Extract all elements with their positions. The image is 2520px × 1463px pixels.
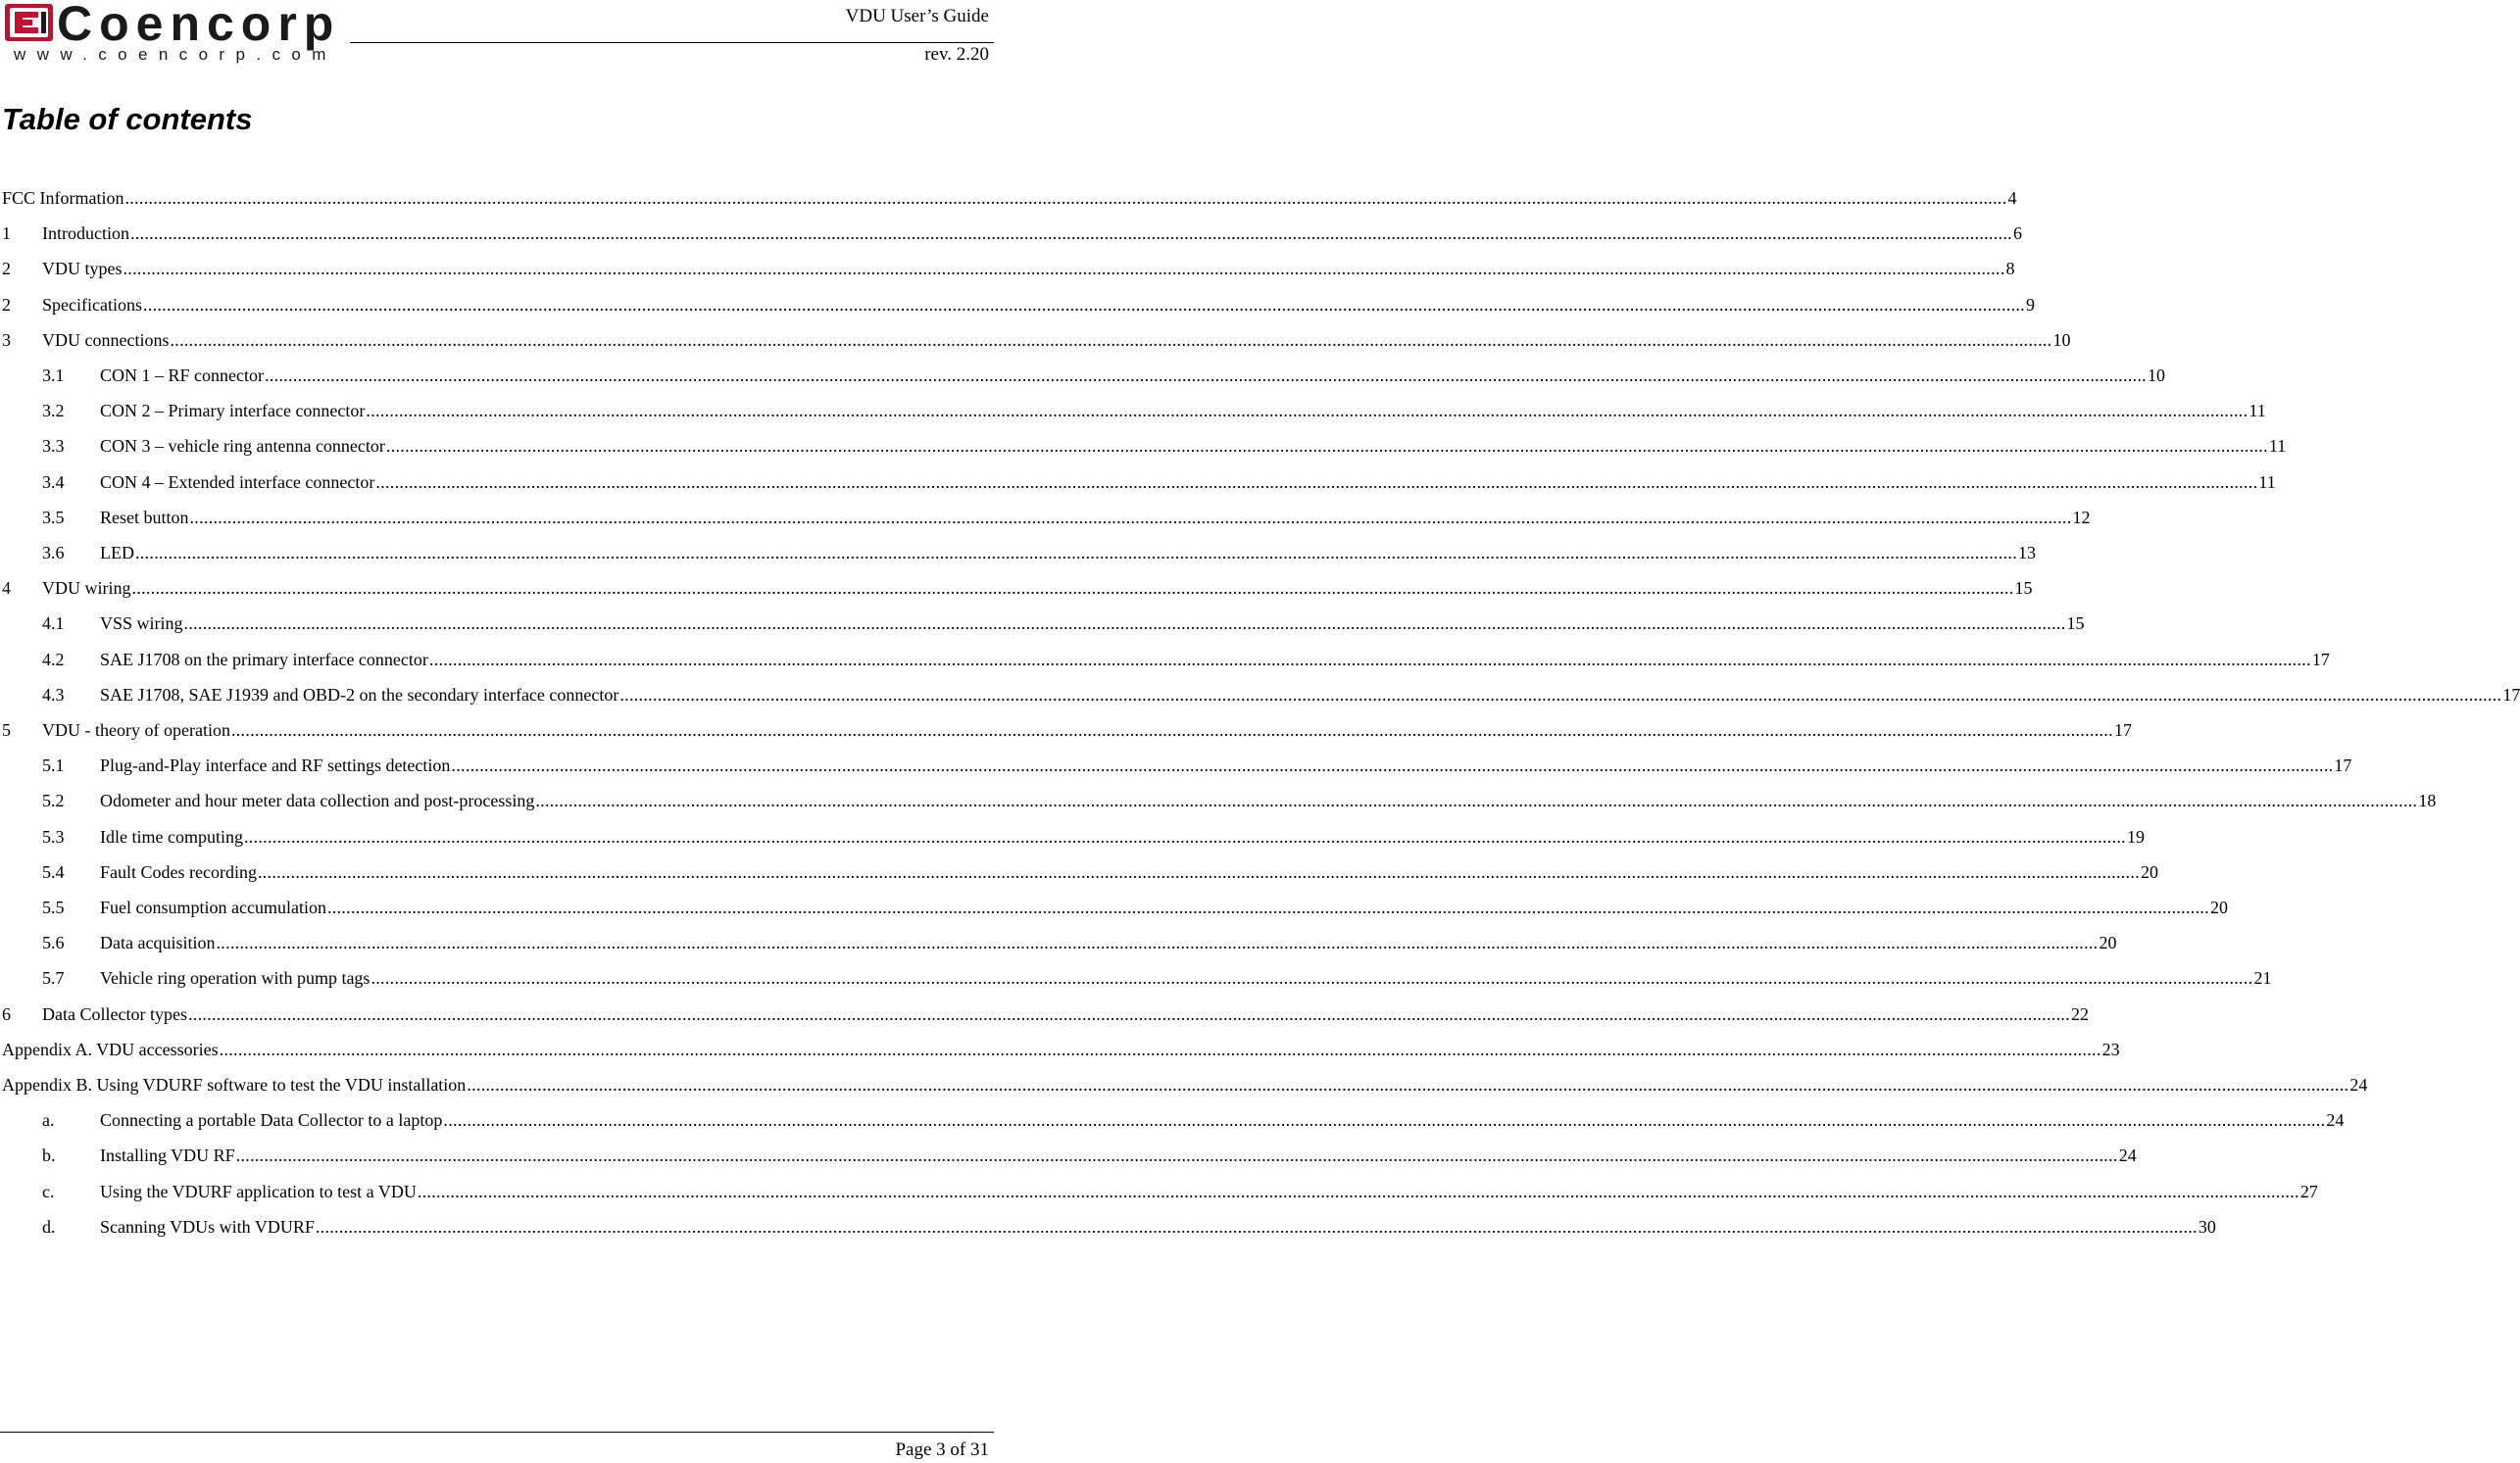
toc-entry-page: 13 — [2018, 543, 2036, 562]
toc-dot-leader: ................................................................................................................................................................................................................................................................................................................................................................................................................ — [142, 294, 2025, 315]
toc-dot-leader: ................................................................................................................................................................................................................................................................................................................................................................................................................ — [428, 649, 2311, 669]
toc-entry-number: 3.5 — [42, 507, 65, 527]
toc-entry-page: 17 — [2334, 756, 2352, 776]
toc-entry-number: a. — [42, 1110, 55, 1131]
toc-dot-leader: ................................................................................................................................................................................................................................................................................................................................................................................................................ — [189, 507, 2072, 527]
toc-dot-leader: ................................................................................................................................................................................................................................................................................................................................................................................................................ — [315, 1216, 2198, 1237]
toc-entry-label: LED — [100, 543, 134, 562]
toc-dot-leader: ................................................................................................................................................................................................................................................................................................................................................................................................................ — [385, 436, 2268, 457]
toc-entry-page: 17 — [2502, 684, 2520, 705]
toc-entry[interactable] — [0, 1209, 2216, 1244]
toc-entry[interactable] — [0, 180, 2017, 216]
toc-entry[interactable] — [0, 1138, 2137, 1173]
toc-entry-label: Introduction — [42, 223, 129, 244]
toc-entry-number: 6 — [2, 1003, 11, 1024]
toc-entry-page: 11 — [2258, 471, 2276, 492]
toc-entry[interactable] — [0, 677, 2520, 712]
toc-entry-label: VDU connections — [42, 329, 170, 350]
toc-entry[interactable] — [0, 251, 2015, 286]
toc-entry-page: 24 — [2349, 1075, 2368, 1095]
toc-entry-number: 4.1 — [42, 613, 65, 634]
page-title: Table of contents — [2, 102, 253, 136]
toc-entry[interactable] — [0, 393, 2266, 428]
toc-entry-label: CON 4 – Extended interface connector — [100, 471, 375, 492]
toc-dot-leader: ................................................................................................................................................................................................................................................................................................................................................................................................................ — [219, 1039, 2101, 1059]
toc-entry-number: 5.6 — [42, 933, 65, 953]
toc-dot-leader: ................................................................................................................................................................................................................................................................................................................................................................................................................ — [187, 1003, 2070, 1024]
toc-entry-page: 22 — [2070, 1003, 2089, 1024]
toc-entry-label: Using the VDURF application to test a VDU — [100, 1181, 417, 1201]
toc-entry-label: Fuel consumption accumulation — [100, 898, 326, 917]
toc-entry-label: Installing VDU RF — [100, 1146, 235, 1166]
toc-dot-leader: ................................................................................................................................................................................................................................................................................................................................................................................................................ — [366, 401, 2248, 421]
toc-entry-page: 9 — [2025, 294, 2035, 315]
toc-entry-label: CON 3 – vehicle ring antenna connector — [100, 436, 385, 457]
toc-entry-number: 1 — [2, 223, 11, 244]
toc-entry-number: 3.4 — [42, 471, 65, 492]
toc-entry-label: Vehicle ring operation with pump tags — [100, 968, 371, 989]
toc-entry[interactable] — [0, 606, 2085, 641]
toc-entry[interactable] — [0, 287, 2035, 322]
toc-entry-number: 5.4 — [42, 861, 65, 882]
toc-entry-label: Specifications — [42, 294, 142, 315]
toc-entry-number: d. — [42, 1216, 56, 1237]
toc-entry-page: 27 — [2299, 1181, 2318, 1201]
toc-entry[interactable] — [0, 890, 2228, 925]
toc-entry-number: 2 — [2, 259, 11, 279]
toc-dot-leader: ................................................................................................................................................................................................................................................................................................................................................................................................................ — [535, 791, 2418, 811]
toc-entry-page: 21 — [2253, 968, 2272, 989]
coencorp-logo-mark — [4, 2, 55, 43]
toc-entry-label: CON 2 – Primary interface connector — [100, 401, 366, 421]
toc-entry[interactable] — [0, 428, 2287, 463]
logo-wordmark: Coencorp — [57, 0, 341, 51]
toc-dot-leader: ................................................................................................................................................................................................................................................................................................................................................................................................................ — [326, 898, 2209, 917]
toc-dot-leader: ................................................................................................................................................................................................................................................................................................................................................................................................................ — [417, 1181, 2299, 1201]
toc-entry-label: Appendix B. Using VDURF software to test the VDU installation — [2, 1075, 467, 1095]
toc-entry-label: VDU types — [42, 259, 123, 279]
toc-entry[interactable] — [0, 1032, 2120, 1067]
toc-entry-page: 20 — [2209, 898, 2228, 917]
toc-entry-number: 4 — [2, 578, 11, 599]
revision-label: rev. 2.20 — [924, 44, 989, 65]
toc-entry-number: 3.6 — [42, 543, 65, 562]
toc-entry-number: 5.7 — [42, 968, 65, 989]
toc-entry-page: 18 — [2418, 791, 2437, 811]
toc-entry-label: SAE J1708, SAE J1939 and OBD-2 on the secondary interface connector — [100, 684, 619, 705]
toc-entry-label: CON 1 – RF connector — [100, 366, 264, 385]
toc-entry-number: 5.2 — [42, 791, 65, 811]
toc-entry-label: Odometer and hour meter data collection and post-processing — [100, 791, 535, 811]
toc-entry-label: Plug-and-Play interface and RF settings detection — [100, 756, 451, 776]
toc-entry-label: VDU wiring — [42, 578, 131, 599]
toc-entry-number: 4.2 — [42, 649, 65, 669]
toc-entry-page: 8 — [2005, 259, 2015, 279]
toc-entry-page: 15 — [2066, 613, 2085, 634]
toc-entry-number: 3.2 — [42, 401, 65, 421]
toc-dot-leader: ................................................................................................................................................................................................................................................................................................................................................................................................................ — [135, 543, 2017, 562]
toc-entry[interactable] — [0, 570, 2033, 606]
toc-entry-page: 24 — [2118, 1146, 2137, 1166]
company-logo — [4, 0, 341, 67]
toc-entry-label: VSS wiring — [100, 613, 183, 634]
toc-dot-leader: ................................................................................................................................................................................................................................................................................................................................................................................................................ — [443, 1110, 2326, 1131]
toc-entry-page: 17 — [2311, 649, 2330, 669]
toc-entry[interactable] — [0, 642, 2330, 677]
toc-entry-label: Appendix A. VDU accessories — [2, 1039, 219, 1059]
toc-entry-page: 10 — [2147, 366, 2165, 385]
toc-entry-number: 2 — [2, 294, 11, 315]
toc-entry-page: 20 — [2140, 861, 2158, 882]
toc-entry-number: b. — [42, 1146, 56, 1166]
toc-entry-number: 5.1 — [42, 756, 65, 776]
toc-entry[interactable] — [0, 358, 2165, 393]
toc-dot-leader: ................................................................................................................................................................................................................................................................................................................................................................................................................ — [183, 613, 2066, 634]
toc-entry-number: 4.3 — [42, 684, 65, 705]
toc-entry[interactable] — [0, 1067, 2368, 1102]
toc-dot-leader: ................................................................................................................................................................................................................................................................................................................................................................................................................ — [371, 968, 2253, 989]
toc-entry-number: 5 — [2, 720, 11, 740]
toc-entry[interactable] — [0, 712, 2132, 748]
toc-entry-page: 17 — [2113, 720, 2132, 740]
toc-entry[interactable] — [0, 322, 2071, 358]
toc-dot-leader: ................................................................................................................................................................................................................................................................................................................................................................................................................ — [375, 471, 2258, 492]
toc-entry-number: 3.3 — [42, 436, 65, 457]
toc-entry-page: 19 — [2126, 826, 2145, 847]
toc-entry-label: Connecting a portable Data Collector to a laptop — [100, 1110, 443, 1131]
footer-divider — [0, 1432, 994, 1433]
toc-dot-leader: ................................................................................................................................................................................................................................................................................................................................................................................................................ — [235, 1146, 2118, 1166]
toc-entry[interactable] — [0, 748, 2352, 783]
toc-entry[interactable] — [0, 783, 2437, 818]
toc-dot-leader: ................................................................................................................................................................................................................................................................................................................................................................................................................ — [216, 933, 2099, 953]
toc-entry-number: c. — [42, 1181, 55, 1201]
toc-entry[interactable] — [0, 1102, 2345, 1138]
toc-dot-leader: ................................................................................................................................................................................................................................................................................................................................................................................................................ — [123, 259, 2005, 279]
toc-dot-leader: ................................................................................................................................................................................................................................................................................................................................................................................................................ — [264, 366, 2147, 385]
document-title: VDU User’s Guide — [845, 6, 989, 26]
toc-dot-leader: ................................................................................................................................................................................................................................................................................................................................................................................................................ — [451, 756, 2334, 776]
toc-entry-page: 6 — [2012, 223, 2022, 244]
toc-entry[interactable] — [0, 925, 2117, 960]
toc-entry-page: 12 — [2072, 507, 2091, 527]
toc-entry[interactable] — [0, 819, 2145, 854]
toc-dot-leader: ................................................................................................................................................................................................................................................................................................................................................................................................................ — [467, 1075, 2349, 1095]
toc-entry-label: VDU - theory of operation — [42, 720, 230, 740]
toc-entry-label: Data Collector types — [42, 1003, 187, 1024]
page-number: Page 3 of 31 — [895, 1439, 989, 1460]
toc-entry-label: Scanning VDUs with VDURF — [100, 1216, 315, 1237]
toc-entry[interactable] — [0, 500, 2091, 535]
toc-entry-label: Fault Codes recording — [100, 861, 257, 882]
logo-url: www.coencorp.com — [14, 45, 337, 64]
toc-dot-leader: ................................................................................................................................................................................................................................................................................................................................................................................................................ — [230, 720, 2113, 740]
toc-dot-leader: ................................................................................................................................................................................................................................................................................................................................................................................................................ — [619, 684, 2502, 705]
toc-entry-number: 3.1 — [42, 366, 65, 385]
toc-entry-label: Idle time computing — [100, 826, 243, 847]
toc-entry-page: 4 — [2007, 188, 2017, 208]
toc-entry[interactable] — [0, 464, 2276, 500]
toc-entry-number: 3 — [2, 329, 11, 350]
header-divider — [350, 42, 994, 43]
toc-entry[interactable] — [0, 960, 2272, 996]
toc-entry[interactable] — [0, 997, 2089, 1032]
toc-entry-page: 20 — [2099, 933, 2117, 953]
toc-entry[interactable] — [0, 535, 2036, 570]
toc-dot-leader: ................................................................................................................................................................................................................................................................................................................................................................................................................ — [243, 826, 2126, 847]
toc-entry-label: Data acquisition — [100, 933, 216, 953]
toc-entry-page: 23 — [2101, 1039, 2120, 1059]
toc-entry-page: 30 — [2198, 1216, 2216, 1237]
toc-entry[interactable] — [0, 216, 2022, 251]
toc-entry-label: FCC Information — [2, 188, 124, 208]
toc-entry[interactable] — [0, 1174, 2318, 1209]
toc-entry-page: 10 — [2052, 329, 2071, 350]
toc-dot-leader: ................................................................................................................................................................................................................................................................................................................................................................................................................ — [129, 223, 2012, 244]
toc-entry-page: 11 — [2268, 436, 2287, 457]
toc-entry-label: SAE J1708 on the primary interface connector — [100, 649, 428, 669]
toc-entry-page: 24 — [2326, 1110, 2345, 1131]
toc-entry-number: 5.5 — [42, 898, 65, 917]
toc-dot-leader: ................................................................................................................................................................................................................................................................................................................................................................................................................ — [257, 861, 2140, 882]
toc-dot-leader: ................................................................................................................................................................................................................................................................................................................................................................................................................ — [124, 188, 2007, 208]
toc-entry-page: 11 — [2248, 401, 2266, 421]
toc-entry-number: 5.3 — [42, 826, 65, 847]
toc-entry[interactable] — [0, 854, 2158, 890]
toc-dot-leader: ................................................................................................................................................................................................................................................................................................................................................................................................................ — [131, 578, 2014, 599]
toc-entry-page: 15 — [2014, 578, 2033, 599]
toc-entry-label: Reset button — [100, 507, 189, 527]
toc-dot-leader: ................................................................................................................................................................................................................................................................................................................................................................................................................ — [170, 329, 2052, 350]
